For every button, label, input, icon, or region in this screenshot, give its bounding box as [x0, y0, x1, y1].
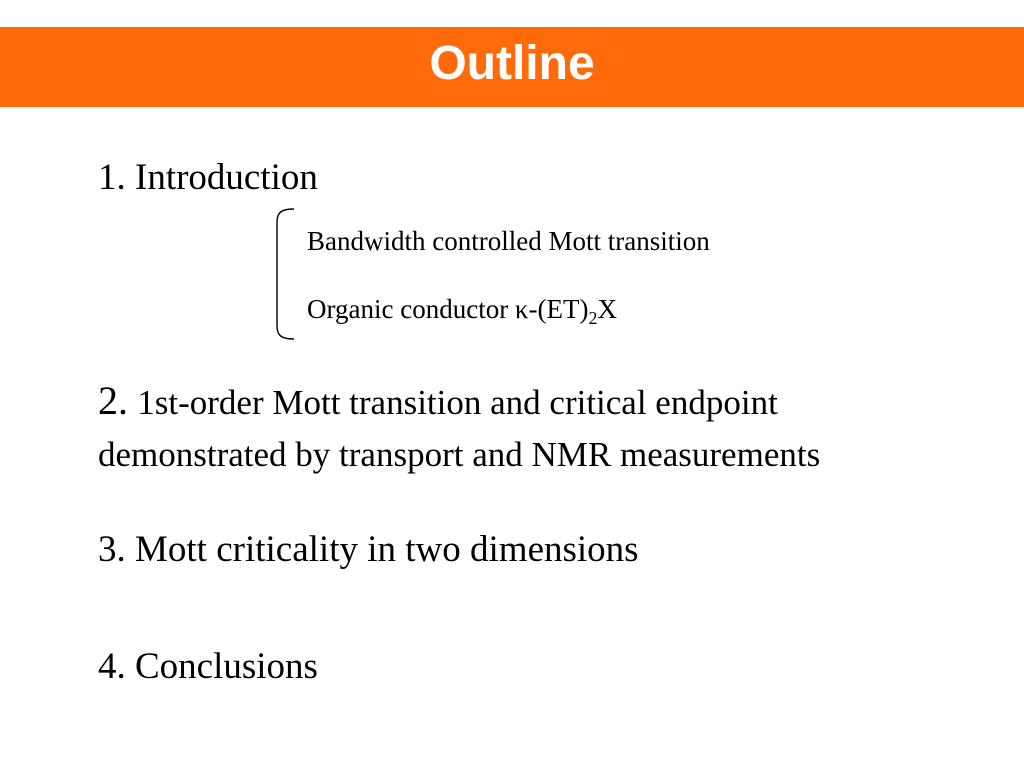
subitem-organic-conductor-text: Organic conductor κ-(ET) — [307, 294, 589, 324]
outline-item-mott-criticality: 3. Mott criticality in two dimensions — [98, 529, 639, 570]
outline-item-mott-transition-line2: demonstrated by transport and NMR measurements — [98, 435, 821, 474]
outline-item-number: 2. — [98, 378, 128, 423]
slide-title: Outline — [429, 37, 595, 90]
outline-item-introduction: 1. Introduction — [98, 157, 318, 198]
outline-item-mott-transition-line1 — [98, 378, 820, 423]
outline-item-mott-transition — [98, 378, 821, 474]
title-bar — [0, 27, 1024, 107]
subitem-organic-conductor-subscript: 2 — [588, 308, 598, 328]
subitem-bandwidth-mott: Bandwidth controlled Mott transition — [307, 226, 710, 256]
left-brace-icon — [270, 208, 296, 340]
subitem-organic-conductor-suffix: X — [597, 294, 617, 324]
subitem-organic-conductor — [307, 294, 617, 328]
outline-item-conclusions: 4. Conclusions — [98, 646, 318, 687]
outline-item-mott-transition-text: 1st-order Mott transition and critical endpoint — [137, 383, 778, 422]
